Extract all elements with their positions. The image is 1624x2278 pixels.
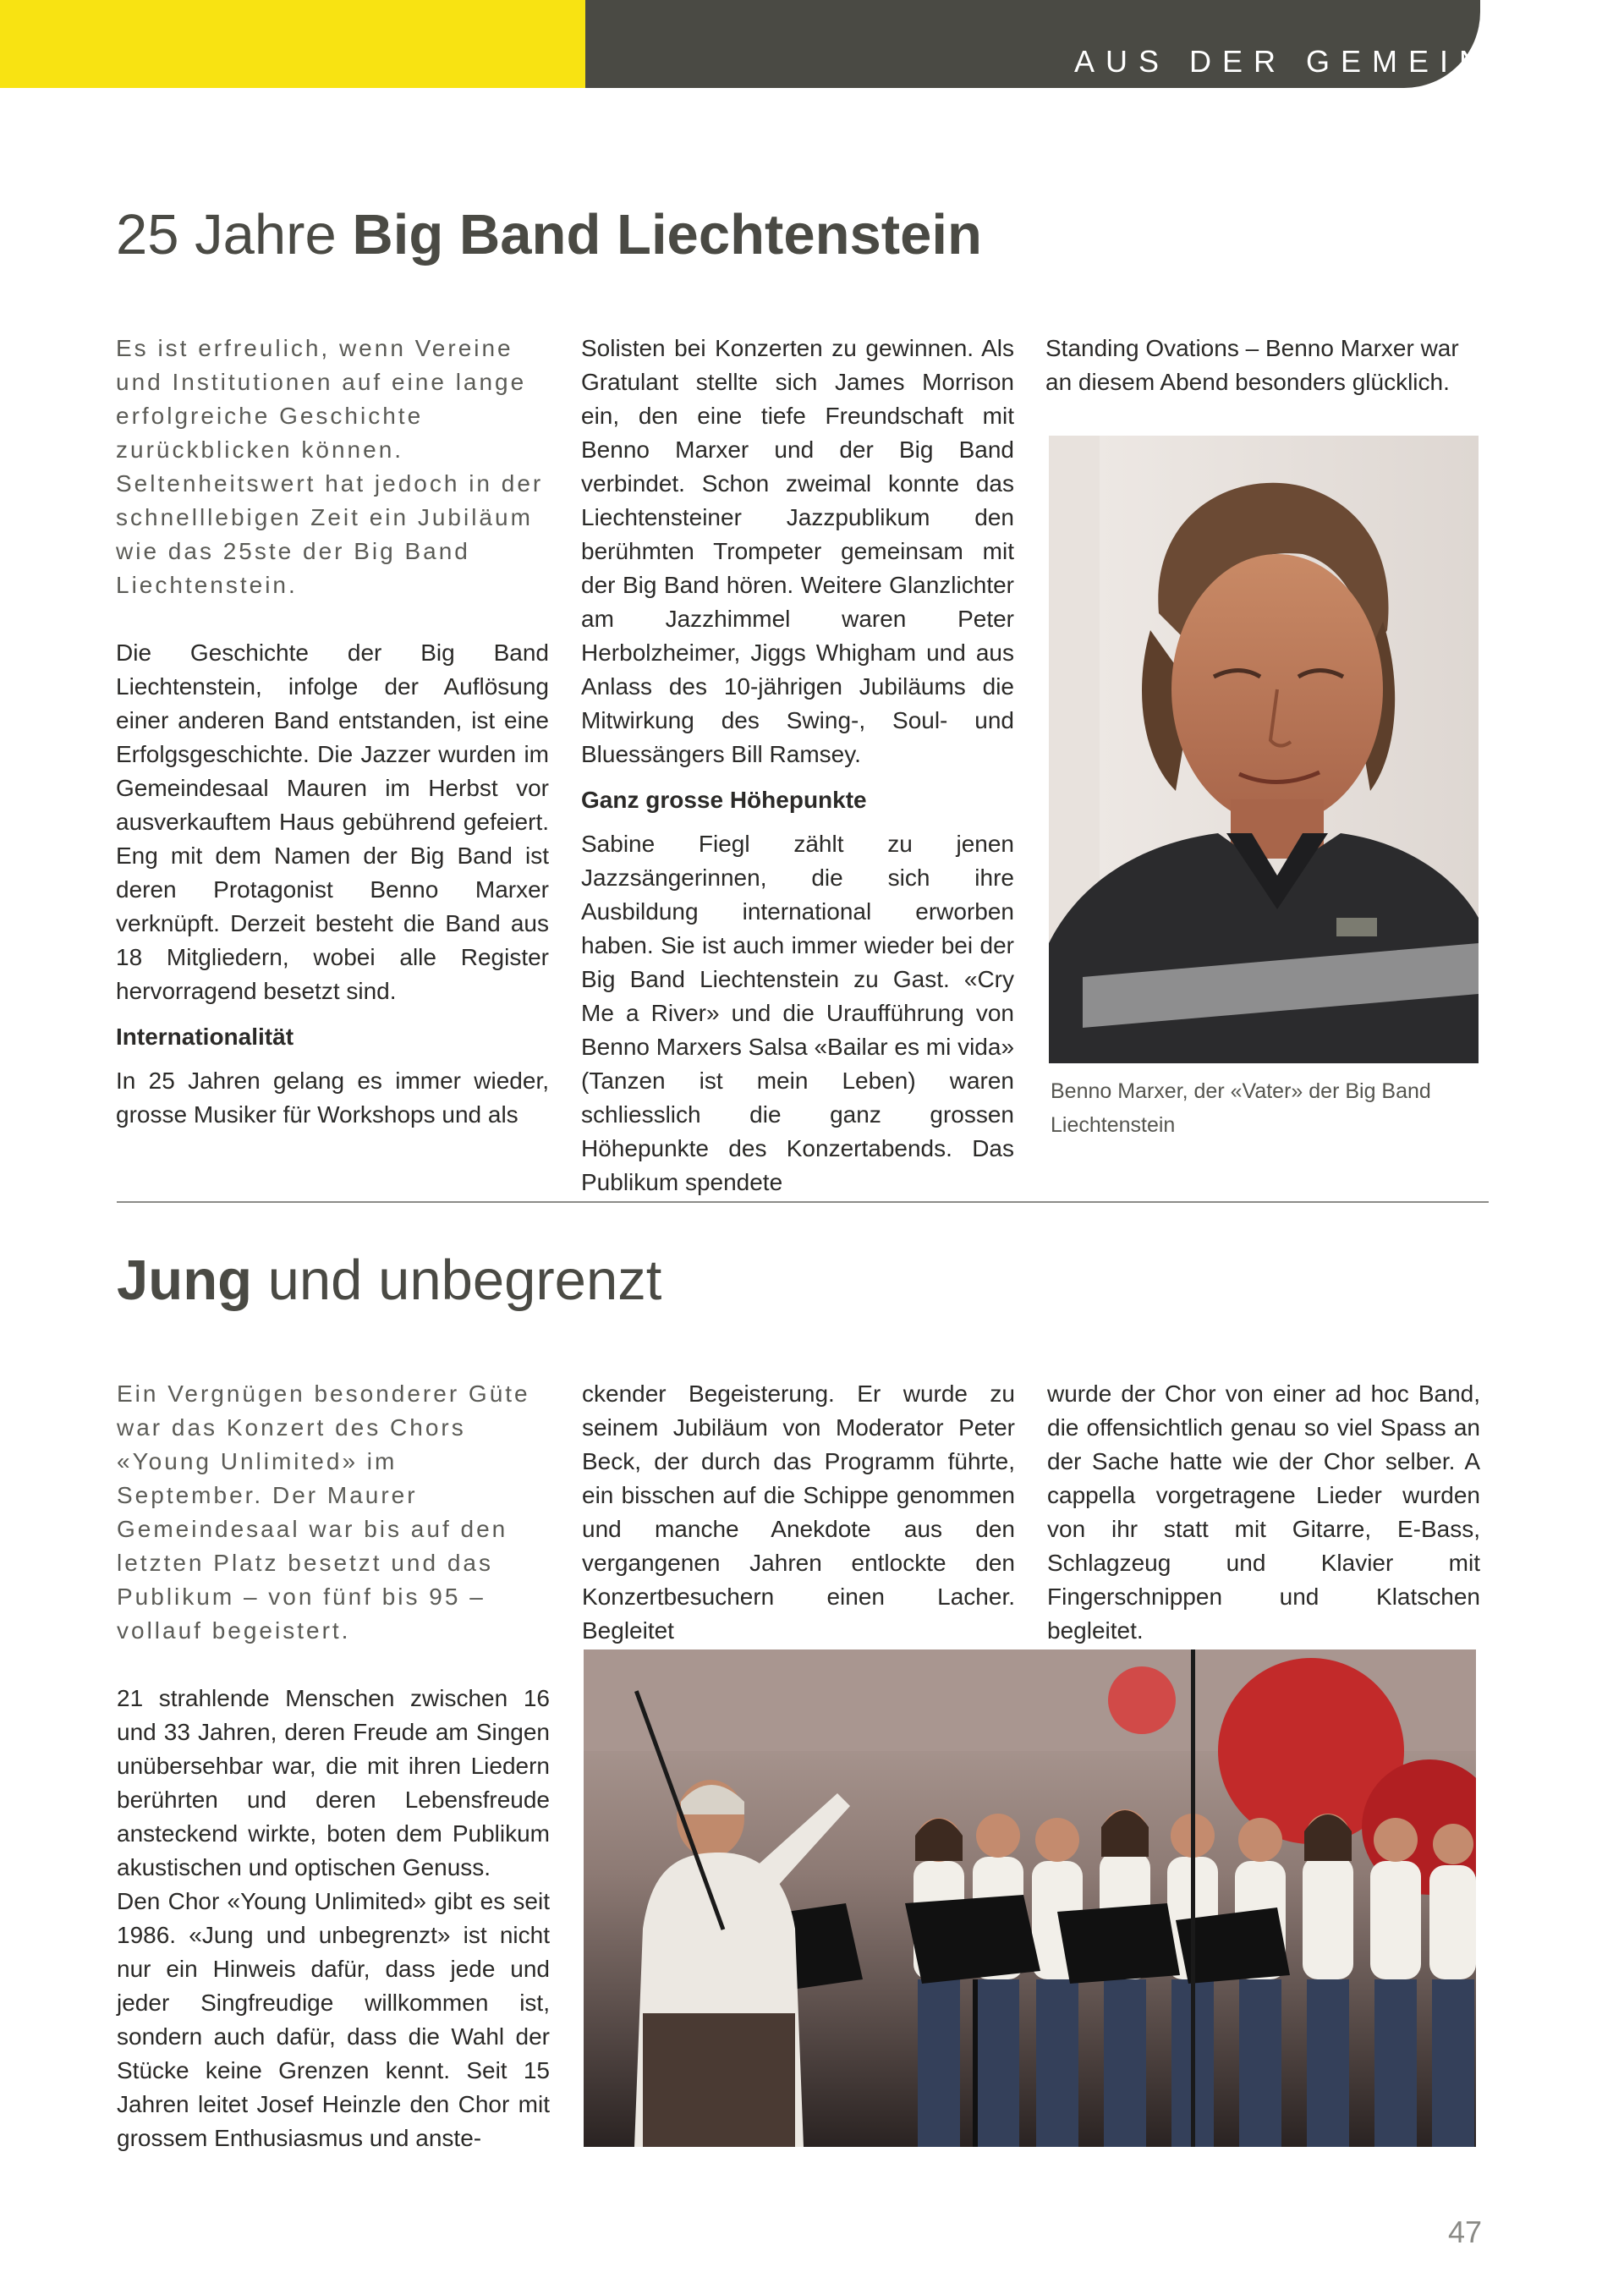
- article2-paragraph: ckender Begeisterung. Er wurde zu seinem Jubiläum von Moderator Peter Beck, der durch das Programm führte, ein bisschen auf die Schippe genommen und manche Anekdote aus den vergangenen Jahren entlockte den Konzertbesuchern einen Lacher. Begleitet: [582, 1381, 1015, 1644]
- article2-title-bold: Jung: [117, 1249, 253, 1312]
- article1-column-1: [116, 332, 549, 1132]
- article2-title-light: und unbegrenzt: [252, 1249, 662, 1312]
- page-number: 47: [1447, 2215, 1482, 2249]
- article1-title: [116, 203, 982, 266]
- article1-lead: Es ist erfreulich, wenn Vereine und Institutionen auf eine lange erfolgreiche Geschichte zurückblicken können. Seltenheitswert hat jedoch in der schnelllebigen Zeit ein Jubiläum wie das 25ste der Big Band Liechtenstein.: [116, 335, 544, 598]
- article2-column-1: [117, 1377, 550, 2155]
- article1-paragraph: In 25 Jahren gelang es immer wieder, grosse Musiker für Workshops und als: [116, 1068, 549, 1128]
- section-divider: [117, 1201, 1489, 1203]
- choir-photo: [584, 1649, 1476, 2147]
- article2-column-3: [1047, 1377, 1480, 1648]
- article1-paragraph: Die Geschichte der Big Band Liechtenstein, infolge der Auflösung einer anderen Band entstanden, ist eine Erfolgsgeschichte. Die Jazzer wurden im Gemeindesaal Mauren im Herbst vor ausverkauftem Haus gebührend gefeiert. Eng mit dem Namen der Big Band ist deren Protagonist Benno Marxer verknüpft. Derzeit besteht die Band aus 18 Mitgliedern, wobei alle Register hervorragend besetzt sind.: [116, 639, 549, 1004]
- article1-paragraph: Standing Ovations – Benno Marxer war an diesem Abend besonders glücklich.: [1045, 335, 1459, 395]
- article1-subhead-internationalitaet: Internationalität: [116, 1024, 294, 1050]
- choir-image: [584, 1649, 1476, 2147]
- article2-lead: Ein Vergnügen besonderer Güte war das Konzert des Chors «Young Unlimited» im September. Der Maurer Gemeindesaal war bis auf den letzten Platz besetzt und das Publikum – von fünf bis 95 – vollauf begeistert.: [117, 1381, 530, 1644]
- article1-paragraph: Solisten bei Konzerten zu gewinnen. Als Gratulant stellte sich James Morrison ein, den eine tiefe Freundschaft mit Benno Marxer und der Big Band verbindet. Schon zweimal konnte das Liechtensteiner Jazzpublikum den berühmten Trompeter gemeinsam mit der Big Band hören. Weitere Glanzlichter am Jazzhimmel waren Peter Herbolzheimer, Jiggs Whigham und aus Anlass des 10-jährigen Jubiläums die Mitwirkung des Swing-, Soul- und Bluessängers Bill Ramsey.: [581, 335, 1014, 767]
- portrait-image: [1049, 436, 1479, 1063]
- article1-title-light: 25 Jahre: [116, 203, 353, 266]
- article1-column-2: [581, 332, 1014, 1199]
- article2-title: [117, 1249, 662, 1312]
- portrait-photo: [1049, 436, 1479, 1063]
- article1-subhead-hoehepunkte: Ganz grosse Höhepunkte: [581, 787, 867, 813]
- section-label: AUS DER GEMEINDE: [1073, 44, 1556, 79]
- article1-column-3: [1045, 332, 1490, 399]
- article2-column-2: [582, 1377, 1015, 1648]
- portrait-caption: Benno Marxer, der «Vater» der Big Band Liechtenstein: [1051, 1079, 1431, 1137]
- article1-paragraph: Sabine Fiegl zählt zu jenen Jazzsängerinnen, die sich ihre Ausbildung international erworben haben. Sie ist auch immer wieder bei der Big Band Liechtenstein zu Gast. «Cry Me a River» und die Uraufführung von Benno Marxers Salsa «Bailar es mi vida» (Tanzen ist mein Leben) waren schliesslich die ganz grossen Höhepunkte des Konzertabends. Das Publikum spendete: [581, 831, 1015, 1195]
- article2-paragraph: wurde der Chor von einer ad hoc Band, die offensichtlich genau so viel Spass an der Sache hatte wie der Chor selber. A cappella vorgetragene Lieder wurden von ihr statt mit Gitarre, E-Bass, Schlagzeug und Klavier mit Fingerschnippen und Klatschen begleitet.: [1047, 1381, 1480, 1644]
- article2-paragraph: 21 strahlende Menschen zwischen 16 und 33 Jahren, deren Freude am Singen unübersehbar war, die mit ihren Liedern berührten und deren Lebensfreude ansteckend wirkte, boten dem Publikum akustischen und optischen Genuss.: [117, 1685, 550, 1880]
- header-yellow-band: [0, 0, 585, 88]
- article2-paragraph: Den Chor «Young Unlimited» gibt es seit 1986. «Jung und unbegrenzt» ist nicht nur ein Hinweis dafür, dass jede und jeder Singfreudige willkommen ist, sondern auch dafür, dass die Wahl der Stücke keine Grenzen kennt. Seit 15 Jahren leitet Josef Heinzle den Chor mit grossem Enthusiasmus und anste-: [117, 1888, 550, 2151]
- article1-title-bold: Big Band Liechtenstein: [352, 203, 982, 266]
